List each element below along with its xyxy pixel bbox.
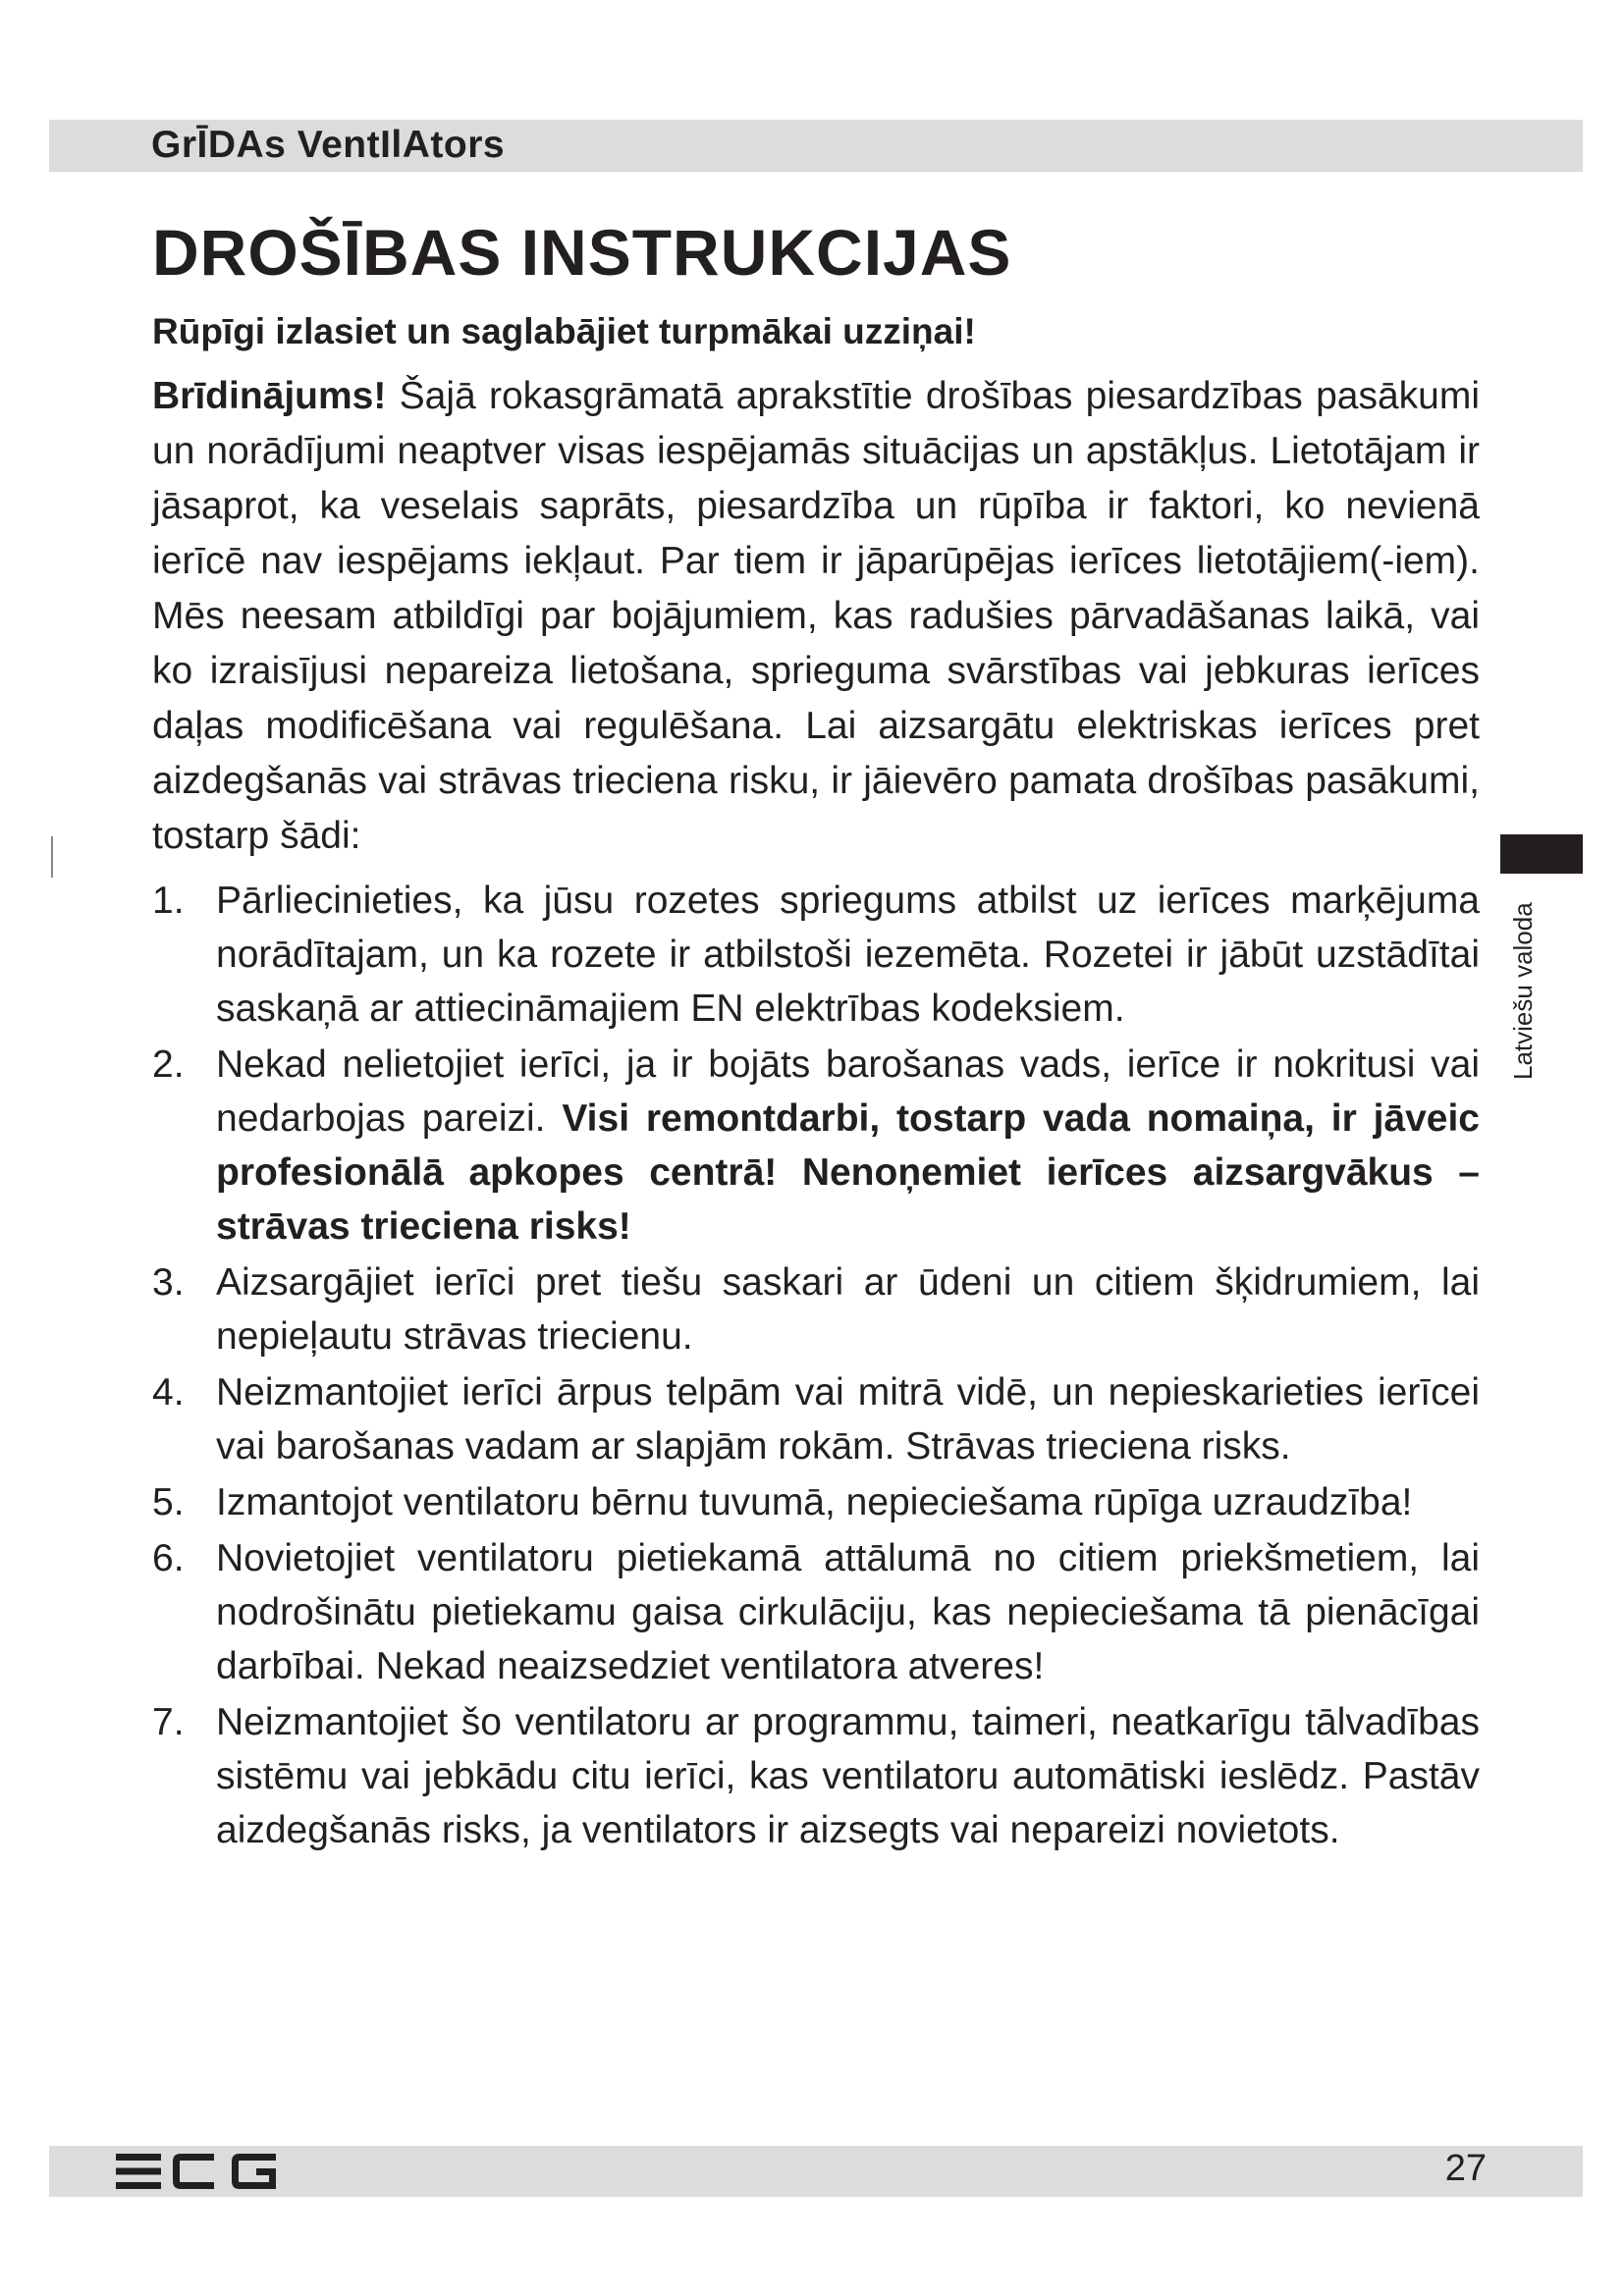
item-text: Neizmantojiet šo ventilatoru ar programmu, taimeri, neatkarīgu tālvadības sistēmu vai jebkādu citu ierīci, kas ventilatoru automātiski ieslēdz. Pastāv aizdegšanās risks, ja ventilators ir aizsegts vai nepareizi novietots. — [216, 1701, 1480, 1851]
main-content — [152, 208, 1480, 1859]
safety-list — [152, 874, 1480, 1857]
list-item — [152, 1255, 1480, 1363]
list-item — [152, 1475, 1480, 1529]
header-title: GrĪDAs VentIlAtors — [151, 124, 506, 166]
item-number: 1. — [152, 880, 185, 922]
warning-paragraph — [152, 369, 1480, 864]
item-text: Izmantojot ventilatoru bērnu tuvumā, nepieciešama rūpīga uzraudzība! — [216, 1481, 1413, 1523]
item-text: Neizmantojiet ierīci ārpus telpām vai mitrā vidē, un nepieskarieties ierīcei vai barošanas vadam ar slapjām rokām. Strāvas trieciena risks. — [216, 1371, 1480, 1468]
ecg-logo — [116, 2154, 283, 2194]
list-item — [152, 1695, 1480, 1857]
list-item — [152, 1038, 1480, 1254]
page-number: 27 — [1444, 2148, 1487, 2189]
warning-text: Šajā rokasgrāmatā aprakstītie drošības piesardzības pasākumi un norādījumi neaptver visas iespējamās situācijas un apstākļus. Lietotājam ir jāsaprot, ka veselais saprāts, piesardzība un rūpība ir faktori, ko nevienā ierīcē nav iespējams iekļaut. Par tiem ir jāparūpējas ierīces lietotājiem(-iem). Mēs neesam atbildīgi par bojājumiem, kas radušies pārvadāšanas laikā, vai ko izraisījusi nepareiza lietošana, sprieguma svārstības vai jebkuras ierīces daļas modificēšana vai regulēšana. Lai aizsargātu elektriskas ierīces pret aizdegšanās vai strāvas trieciena risku, ir jāievēro pamata drošības pasākumi, tostarp šādi: — [152, 375, 1480, 857]
language-tab-marker — [1500, 834, 1583, 874]
list-item — [152, 874, 1480, 1036]
item-number: 6. — [152, 1537, 185, 1579]
item-bold-text: Visi remontdarbi, tostarp vada nomaiņa, ir jāveic profesionālā apkopes centrā! Nenoņemiet ierīces aizsargvākus – strāvas trieciena risks! — [216, 1097, 1480, 1248]
warning-lead: Brīdinājums! — [152, 375, 387, 417]
item-text: Nekad nelietojiet ierīci, ja ir bojāts barošanas vads, ierīce ir nokritusi vai nedarbojas pareizi. — [216, 1043, 1480, 1140]
item-text: Novietojiet ventilatoru pietiekamā attālumā no citiem priekšmetiem, lai nodrošinātu pietiekamu gaisa cirkulāciju, kas nepieciešama tā pienācīgai darbībai. Nekad neaizsedziet ventilatora atveres! — [216, 1537, 1480, 1687]
subtitle: Rūpīgi izlasiet un saglabājiet turpmākai uzziņai! — [152, 311, 976, 351]
language-tab-label: Latviešu valoda — [1508, 902, 1538, 1080]
item-number: 5. — [152, 1481, 185, 1523]
item-number: 3. — [152, 1261, 185, 1304]
header-bar — [49, 120, 1583, 172]
item-text: Pārliecinieties, ka jūsu rozetes spriegums atbilst uz ierīces marķējuma norādītajam, un ka rozete ir atbilstoši iezemēta. Rozetei ir jābūt uzstādītai saskaņā ar attiecināmajiem EN elektrības kodeksiem. — [216, 880, 1480, 1030]
item-number: 7. — [152, 1701, 185, 1743]
list-item — [152, 1531, 1480, 1693]
list-item — [152, 1365, 1480, 1473]
margin-mark — [51, 836, 53, 878]
item-number: 4. — [152, 1371, 185, 1414]
page-title: DROŠĪBAS INSTRUKCIJAS — [152, 216, 1012, 289]
item-text: Aizsargājiet ierīci pret tiešu saskari ar ūdeni un citiem šķidrumiem, lai nepieļautu strāvas triecienu. — [216, 1261, 1480, 1358]
ecg-logo-graphic — [116, 2154, 283, 2189]
item-number: 2. — [152, 1043, 185, 1086]
